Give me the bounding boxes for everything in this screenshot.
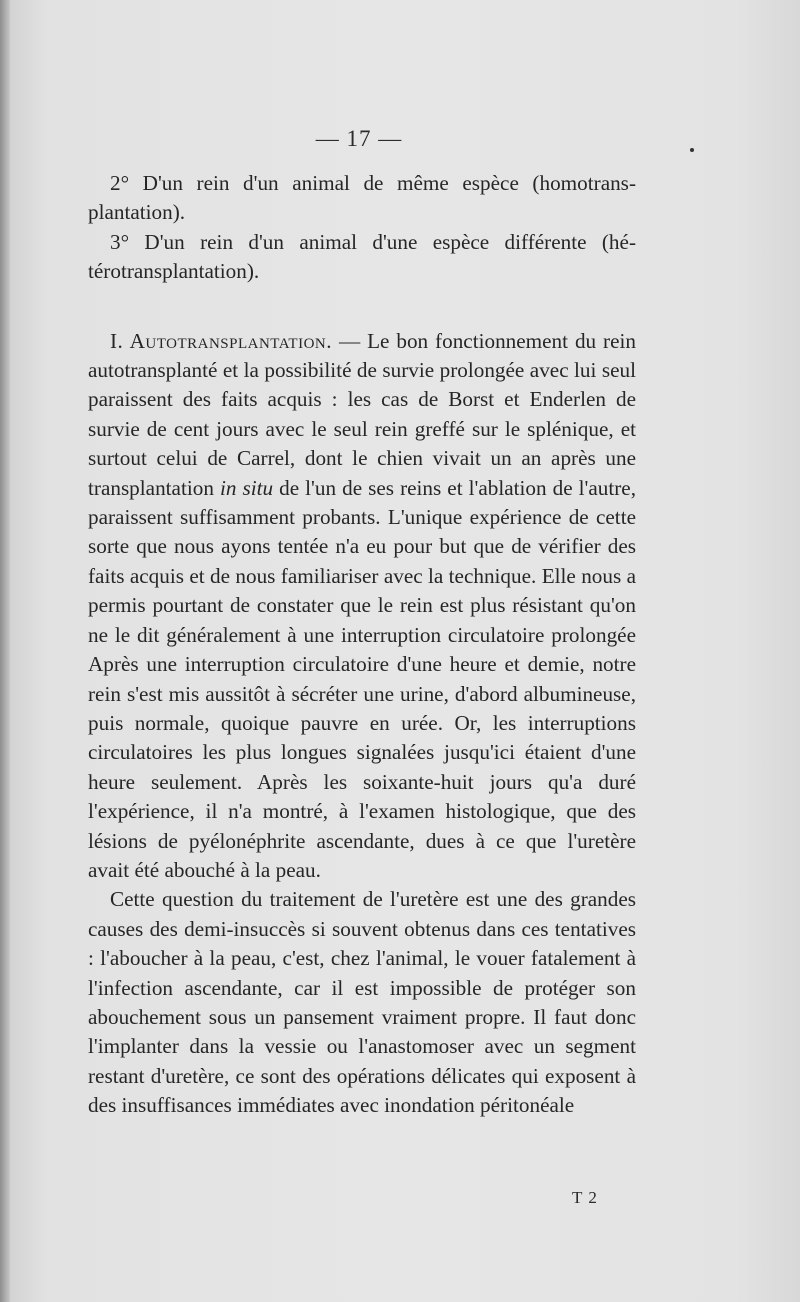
section-heading: I. Autotransplantation. [110, 328, 333, 353]
paragraph-homotransplantation: 2° D'un rein d'un animal de même espèce (homotransplantation). [88, 171, 636, 225]
italic-term: in situ [219, 475, 274, 500]
paragraph-text-part: de l'un de ses reins et l'ablation de l'autre, paraissent suffisamment probants. L'unique expérience de cette sorte que nous ayons tentée n'a eu pour but que de vérifier des faits acquis et de nous familiariser avec la technique. Elle nous a permis pourtant de constater que le rein est plus résistant qu'on ne le dit généralement à une interruption circulatoire prolongée Après une interruption circulatoire d'une heure et demie, notre rein s'est mis aussitôt à sécréter une urine, d'abord albumineuse, puis normale, quoique pauvre en urée. Or, les interruptions circulatoires les plus longues signalées jusqu'ici étaient d'une heure seulement. Après les soixante-huit jours qu'a duré l'expérience, il n'a montré, à l'examen histologique, que des lésions de pyélonéphrite ascendante, dues à ce que l'uretère avait été abouché à la peau. [88, 475, 636, 882]
page-spine-shadow [0, 0, 10, 1302]
signature-mark: T 2 [572, 1188, 598, 1207]
paragraph-heterotransplantation: 3° D'un rein d'un animal d'une espèce différente (hétérotransplantation). [88, 229, 636, 284]
ink-speck [690, 148, 694, 152]
body-text [88, 169, 636, 1121]
paragraph-ureter-question: Cette question du traitement de l'uretère est une des grandes causes des demi-insuccès si souvent obtenus dans ces tentatives : l'aboucher à la peau, c'est, chez l'animal, le vouer fatalement à l'infection ascendante, car il est impossible de protéger son abouchement sous un pansement vraiment propre. Il faut donc l'implanter dans la vessie ou l'anastomoser avec un segment restant d'uretère, ce sont des opérations délicates qui exposent à des insuffisances immédiates avec inondation péritonéale [88, 887, 636, 1118]
paragraph-autotransplantation [88, 327, 636, 886]
paragraph-text-part: — Le bon fonctionnement du rein autotransplanté et la possibilité de survie prolongée avec lui seul paraissent des faits acquis : les cas de Borst et Enderlen de survie de cent jours avec le seul rein greffé sur le splénique, et surtout celui de Carrel, dont le chien vivait un an après une transplantation [88, 328, 636, 500]
page-number: — 17 — [315, 126, 403, 151]
